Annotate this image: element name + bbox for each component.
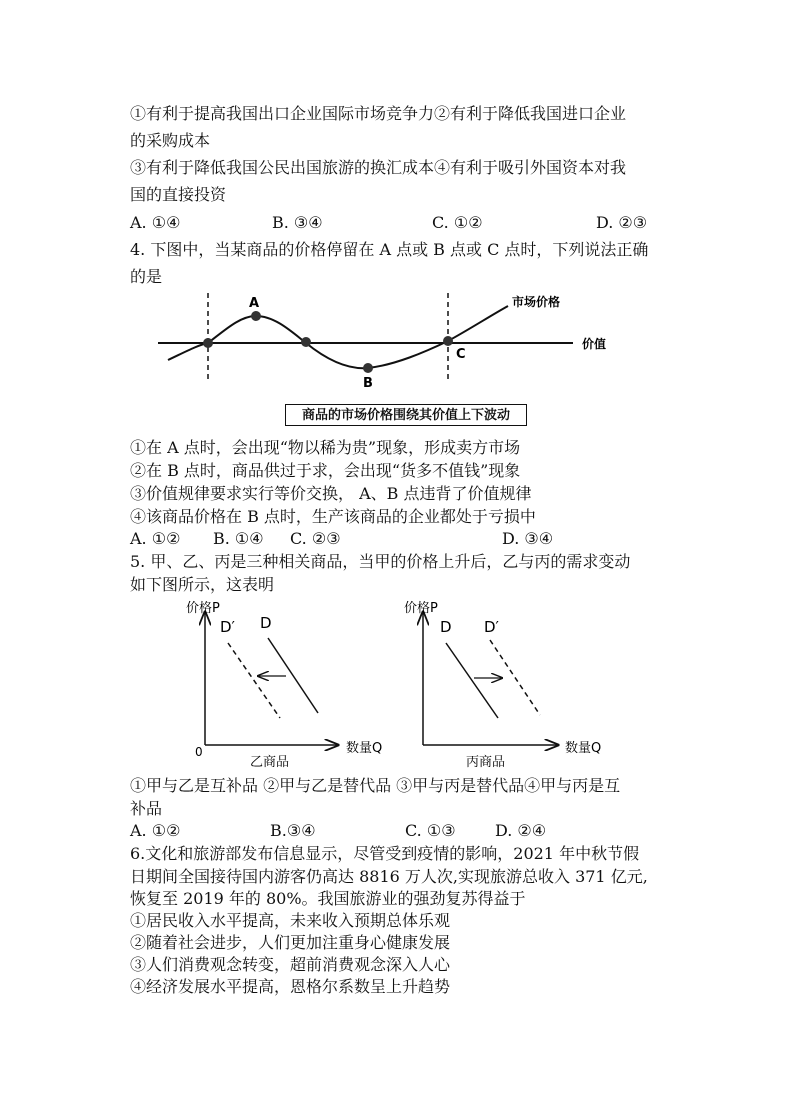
q3-option-b: B. ③④: [272, 213, 323, 232]
right-y-label: 价格P: [404, 601, 438, 616]
left-shifted-demand-curve: [228, 643, 280, 718]
label-b: B: [363, 376, 373, 391]
right-chart-title: 丙商品: [466, 755, 506, 770]
q4-stem-line-1: 4. 下图中，当某商品的价格停留在 A 点或 B 点或 C 点时，下列说法正确: [130, 240, 649, 259]
point-a: [251, 311, 261, 321]
intersection-point-middle: [301, 337, 311, 347]
q4-statement-4: ④该商品价格在 B 点时，生产该商品的企业都处于亏损中: [130, 507, 536, 526]
q4-stem-line-2: 的是: [130, 267, 163, 286]
point-c: [443, 336, 453, 346]
point-b: [363, 363, 373, 373]
q3-line-3: ③有利于降低我国公民出国旅游的换汇成本④有利于吸引外国资本对我: [130, 158, 627, 177]
q5-stem-line-2: 如下图所示，这表明: [130, 575, 275, 594]
q3-option-c: C. ①②: [432, 213, 483, 232]
left-origin: 0: [195, 745, 203, 759]
left-x-label: 数量Q: [346, 741, 383, 756]
q5-option-a: A. ①②: [130, 821, 181, 840]
q5-statements-line-2: 补品: [130, 799, 163, 818]
price-fluctuation-diagram: [0, 290, 794, 400]
left-label-d-prime: D′: [220, 618, 235, 636]
value-label: 价值: [582, 337, 607, 351]
q4-statement-1: ①在 A 点时，会出现“物以稀为贵”现象，形成卖方市场: [130, 438, 521, 457]
q3-line-2: 的采购成本: [130, 131, 211, 150]
q3-option-a: A. ①④: [130, 213, 181, 232]
q3-option-d: D. ②③: [596, 213, 648, 232]
q4-statement-2: ②在 B 点时，商品供过于求，会出现“货多不值钱”现象: [130, 461, 521, 480]
left-chart-title: 乙商品: [250, 755, 290, 770]
q4-option-d: D. ③④: [502, 529, 554, 548]
left-y-label: 价格P: [186, 601, 220, 616]
market-price-label: 市场价格: [512, 295, 561, 309]
q3-line-1: ①有利于提高我国出口企业国际市场竞争力②有利于降低我国进口企业: [130, 104, 627, 123]
right-label-d: D: [440, 618, 452, 636]
q5-stem-line-1: 5. 甲、乙、丙是三种相关商品，当甲的价格上升后，乙与丙的需求变动: [130, 552, 631, 571]
intersection-point-left: [203, 338, 213, 348]
right-x-label: 数量Q: [565, 741, 602, 756]
q4-option-b: B. ①④: [213, 529, 264, 548]
left-label-d: D: [260, 614, 272, 632]
q6-statement-4: ④经济发展水平提高，恩格尔系数呈上升趋势: [130, 977, 451, 996]
q4-option-c: C. ②③: [290, 529, 341, 548]
demand-shift-charts: [0, 595, 794, 775]
q5-option-c: C. ①③: [405, 821, 456, 840]
q6-stem-line-3: 恢复至 2019 年的 80%。我国旅游业的强劲复苏得益于: [130, 889, 526, 908]
q6-statement-3: ③人们消费观念转变，超前消费观念深入人心: [130, 955, 451, 974]
label-a: A: [249, 296, 260, 311]
right-label-d-prime: D′: [484, 618, 499, 636]
diagram-caption: 商品的市场价格围绕其价值上下波动: [285, 404, 527, 426]
q5-option-d: D. ②④: [495, 821, 547, 840]
label-c: C: [456, 347, 466, 362]
q6-stem-line-2: 日期间全国接待国内游客仍高达 8816 万人次,实现旅游总收入 371 亿元,: [130, 867, 648, 886]
q5-statements-line-1: ①甲与乙是互补品 ②甲与乙是替代品 ③甲与丙是替代品④甲与丙是互: [130, 776, 621, 795]
q6-statement-1: ①居民收入水平提高，未来收入预期总体乐观: [130, 911, 451, 930]
q3-line-4: 国的直接投资: [130, 185, 227, 204]
q6-statement-2: ②随着社会进步，人们更加注重身心健康发展: [130, 933, 451, 952]
q4-option-a: A. ①②: [130, 529, 181, 548]
right-original-demand-curve: [446, 643, 498, 718]
q6-stem-line-1: 6.文化和旅游部发布信息显示，尽管受到疫情的影响，2021 年中秋节假: [130, 844, 640, 863]
q5-option-b: B.③④: [270, 821, 316, 840]
q4-statement-3: ③价值规律要求实行等价交换， A、B 点违背了价值规律: [130, 484, 532, 503]
